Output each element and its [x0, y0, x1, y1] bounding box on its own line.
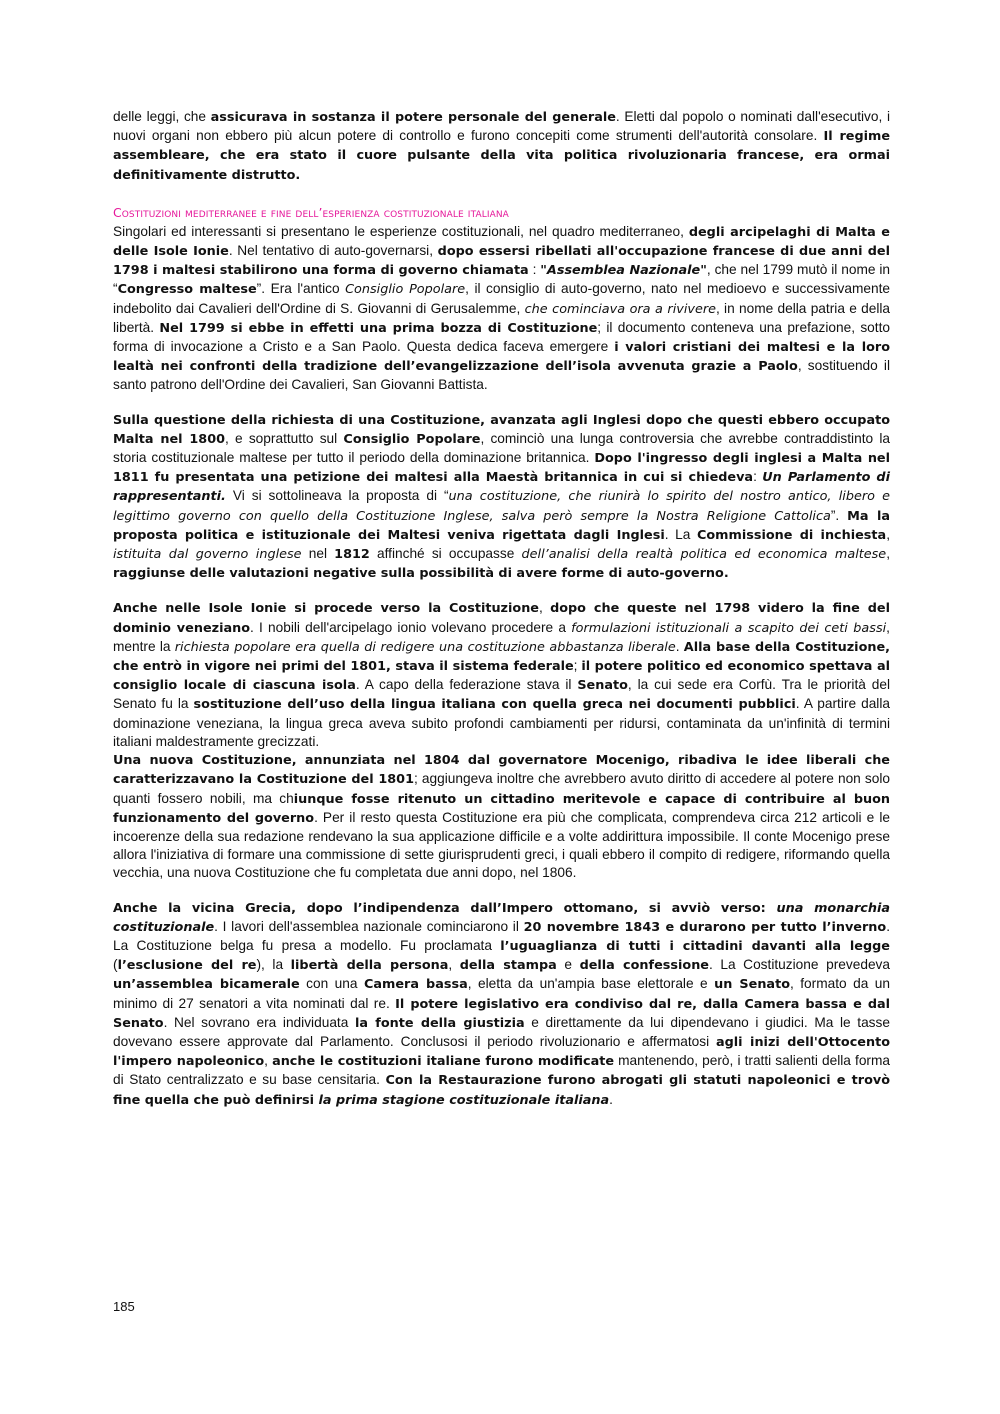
text-run: Il potere legislativo era condiviso dal re, dalla Camera bassa e dal Senato: [113, 996, 890, 1031]
text-run: Consiglio Popolare: [343, 431, 481, 447]
text-run: Un Parlamento di rappresentanti.: [113, 470, 890, 505]
text-run: . Per il resto questa Costituzione era più che complicata, comprendeva circa 212 articoli e le incoerenze della sua redazione rendevano la sua applicazione difficile e a volte addirittura impossibile. Il conte Mocenigo prese allora l'iniziativa di formare una commissione di sette giurisprudenti greci, i quali ebbero il compito di redigere, riformando quella vecchia, una nuova Costituzione che fu completata due anni dopo, nel 1806.: [113, 809, 891, 881]
text-run: "Assemblea Nazionale": [540, 263, 707, 279]
text-run: affinché si occupasse: [369, 546, 522, 562]
text-run: Anche la vicina Grecia, dopo l’indipendenza dall’Impero ottomano, si avviò verso:: [113, 900, 777, 916]
text-run: . Nel sovrano era individuata: [163, 1014, 355, 1030]
spacer: [113, 185, 890, 205]
text-run: anche le costituzioni italiane furono modificate: [272, 1054, 615, 1070]
text-run: . La Costituzione prevedeva: [708, 957, 891, 973]
text-run: Consiglio Popolare: [345, 282, 466, 298]
text-run: . La: [664, 526, 697, 542]
text-run: , mentre la: [113, 619, 890, 654]
text-run: , sostituendo il santo patrono dell'Ordine dei Cavalieri, San Giovanni Battista.: [113, 358, 890, 393]
text-run: sostituzione dell’uso della lingua italiana con quella greca nei documenti pubblici: [193, 697, 796, 713]
text-run: Sulla questione della richiesta di una Costituzione, avanzata agli Inglesi dopo che questi ebbero occupato Malta nel 1800: [113, 412, 890, 447]
text-run: ,: [264, 1053, 273, 1069]
text-run: , cominciò una lunga controversia che avrebbe contraddistinto la storia costituzionale maltese per tutto il periodo della dominazione britannica.: [113, 430, 890, 466]
text-run: nel: [301, 546, 335, 562]
text-run: agli inizi dell'Ottocento l'impero napoleonico: [113, 1034, 890, 1070]
spacer: [113, 395, 890, 411]
text-run: degli arcipelaghi di Malta e delle Isole Ionie: [113, 224, 890, 260]
paragraph-greece: [113, 899, 890, 1110]
text-run: Congresso maltese: [117, 282, 257, 298]
text-run: mantenendo, però, i tratti salienti della forma di Stato centralizzato e su base censitaria.: [113, 1053, 890, 1088]
text-run: della confessione: [579, 958, 709, 974]
text-run: l’uguaglianza di tutti i cittadini davanti alla legge: [500, 938, 890, 954]
text-run: , formato da un minimo di 27 senatori a vita nominati dal re.: [113, 976, 890, 1011]
text-run: i valori cristiani dei maltesi e la loro lealtà nei confronti della tradizione dell’evangelizzazione dell’isola avvenuta grazie a Paolo: [113, 340, 890, 375]
text-run: Vi si sottolineava la proposta di “: [225, 488, 449, 504]
text-run: ,: [886, 526, 890, 542]
text-run: ;: [573, 658, 582, 674]
text-run: Alla base della Costituzione, che entrò in vigore nei primi del 1801, stava il sistema federale: [113, 639, 891, 675]
text-run: ”. Era l'antico: [256, 281, 346, 297]
document-page: [113, 108, 890, 1110]
text-run: Camera bassa: [363, 977, 468, 993]
text-run: libertà della persona: [290, 958, 449, 974]
text-run: .: [609, 1091, 613, 1107]
text-run: il potere politico ed economico spettava al consiglio locale di ciascuna isola: [113, 659, 890, 694]
spacer: [113, 583, 890, 599]
text-run: . Nel tentativo di auto-governarsi,: [228, 243, 438, 259]
text-run: la prima stagione costituzionale italiana: [318, 1092, 610, 1108]
text-run: Singolari ed interessanti si presentano le esperienze costituzionali, nel quadro mediterraneo,: [113, 223, 689, 239]
text-run: con una: [299, 976, 364, 992]
text-run: un’assemblea bicamerale: [113, 977, 300, 993]
text-run: assicurava in sostanza il potere personale del generale: [210, 110, 616, 125]
text-run: , che nel 1799 mutò il nome in “: [113, 262, 890, 297]
text-run: una costituzione, che riunirà lo spirito del nostro antico, libero e legittimo governo con quello della Costituzione Inglese, salva però sempre la Nostra Religione Cattolica: [113, 489, 890, 524]
text-run: e: [556, 957, 580, 973]
text-run: della stampa: [459, 958, 557, 974]
paragraph-malta-constitution: [113, 411, 890, 584]
text-run: la fonte della giustizia: [354, 1015, 525, 1031]
text-run: dell’analisi della realtà politica ed economica maltese: [521, 547, 887, 563]
text-run: iunque fosse ritenuto un cittadino meritevole e capace di contribuire al buon funzionamento del governo: [113, 791, 891, 826]
text-run: e direttamente da lui dipendevano i giudici. Ma le tasse dovevano essere approvate dal Parlamento. Conclusosi il periodo rivoluzionario e affermatosi: [113, 1014, 890, 1049]
text-run: un Senato: [714, 977, 790, 993]
text-run: Una nuova Costituzione, annunziata nel 1804 dal governatore Mocenigo, ribadiva le idee liberali che caratterizzavano la Costituzione del 1801: [113, 753, 890, 788]
text-run: Anche nelle Isole Ionie si procede verso la Costituzione: [113, 601, 539, 617]
text-run: dopo che queste nel 1798 videro la fine del dominio veneziano: [113, 601, 890, 636]
text-run: . A capo della federazione stava il: [355, 677, 578, 693]
text-run: ; il documento conteneva una prefazione, sotto forma di invocazione a Cristo e a San Paolo. Questa dedica faceva emergere: [113, 319, 890, 355]
page-number: 185: [113, 1299, 135, 1314]
text-run: . La Costituzione belga fu presa a modello. Fu proclamata: [113, 918, 890, 953]
text-run: ,: [886, 546, 890, 562]
text-run: . A partire dalla dominazione veneziana, la lingua greca aveva subito profondi cambiamenti per ridursi, contaminata da un'infinità di termini italiani maldestramente grecizzati.: [113, 696, 891, 749]
paragraph-malta: [113, 223, 890, 395]
text-run: raggiunse delle valutazioni negative sulla possibilità di avere forme di auto-governo.: [113, 566, 729, 582]
text-run: Commissione di inchiesta: [697, 527, 887, 543]
text-run: . I nobili dell'arcipelago ionio volevano procedere a: [250, 619, 572, 635]
text-run: , la cui sede era Corfù. Tra le priorità del Senato fu la: [113, 677, 891, 712]
text-run: . I lavori dell'assemblea nazionale cominciarono il: [214, 918, 524, 934]
paragraph-ionian-islands: [113, 599, 890, 751]
text-run: . Eletti dal popolo o nominati dall'esecutivo, i nuovi organi non ebbero più alcun potere di controllo e furono concepiti come strumenti dell'autorità consolare.: [113, 109, 891, 144]
text-run: Con la Restaurazione furono abrogati gli statuti napoleonici e trovò fine quella che può definirsi: [113, 1073, 890, 1108]
text-run: ; aggiungeva inoltre che avrebbero avuto diritto di accedere al potere non solo quanti fossero nobili, ma ch: [113, 771, 890, 806]
text-run: , il consiglio di auto-governo, nato nel medioevo e successivamente indebolito dai Cavalieri dell'Ordine di S. Giovanni di Gerusalemme,: [113, 281, 891, 316]
text-run: .: [675, 638, 684, 654]
text-run: , in nome della patria e della libertà.: [113, 300, 891, 335]
text-run: (: [113, 957, 118, 973]
text-run: :: [528, 262, 541, 278]
text-run: , eletta da un'ampia base elettorale e: [467, 976, 715, 992]
text-run: Ma la proposta politica e istituzionale dei Maltesi veniva rigettata dagli Inglesi: [113, 508, 890, 543]
text-run: che cominciava ora a rivivere: [524, 301, 716, 317]
paragraph-intro: [113, 108, 890, 185]
text-run: :: [753, 469, 763, 485]
text-run: ,: [448, 957, 460, 973]
text-run: una monarchia costituzionale: [113, 900, 890, 935]
text-run: richiesta popolare era quella di redigere una costituzione abbastanza liberale: [174, 639, 676, 655]
text-run: 20 novembre 1843 e durarono per tutto l’inverno: [523, 919, 887, 935]
text-run: Dopo l'ingresso degli inglesi a Malta nel 1811 fu presentata una petizione dei maltesi alla Maestà britannica in cui si chiedeva: [113, 451, 890, 486]
text-run: , e soprattutto sul: [225, 430, 344, 446]
text-run: Senato: [577, 678, 628, 694]
paragraph-mocenigo: [113, 751, 890, 882]
text-run: dopo essersi ribellati all'occupazione francese di due anni del 1798 i maltesi stabilirono una forma di governo chiamata: [113, 244, 890, 279]
text-run: Il regime assembleare, che era stato il cuore pulsante della vita politica rivoluzionaria francese, era ormai definitivamente distrutto.: [113, 129, 890, 183]
spacer: [113, 883, 890, 899]
section-heading: Costituzioni mediterranee e fine dell’esperienza costituzionale italiana: [113, 204, 509, 220]
text-run: l’esclusione del re: [117, 958, 257, 974]
text-run: formulazioni istituzionali a scapito dei ceti bassi: [571, 620, 887, 636]
text-run: ), la: [256, 957, 291, 973]
text-run: 1812: [334, 547, 370, 563]
text-run: ,: [538, 600, 551, 616]
text-run: delle leggi, che: [113, 109, 211, 124]
text-run: Nel 1799 si ebbe in effetti una prima bozza di Costituzione: [159, 320, 598, 336]
text-run: ”.: [830, 507, 848, 523]
text-run: istituita dal governo inglese: [113, 547, 302, 563]
